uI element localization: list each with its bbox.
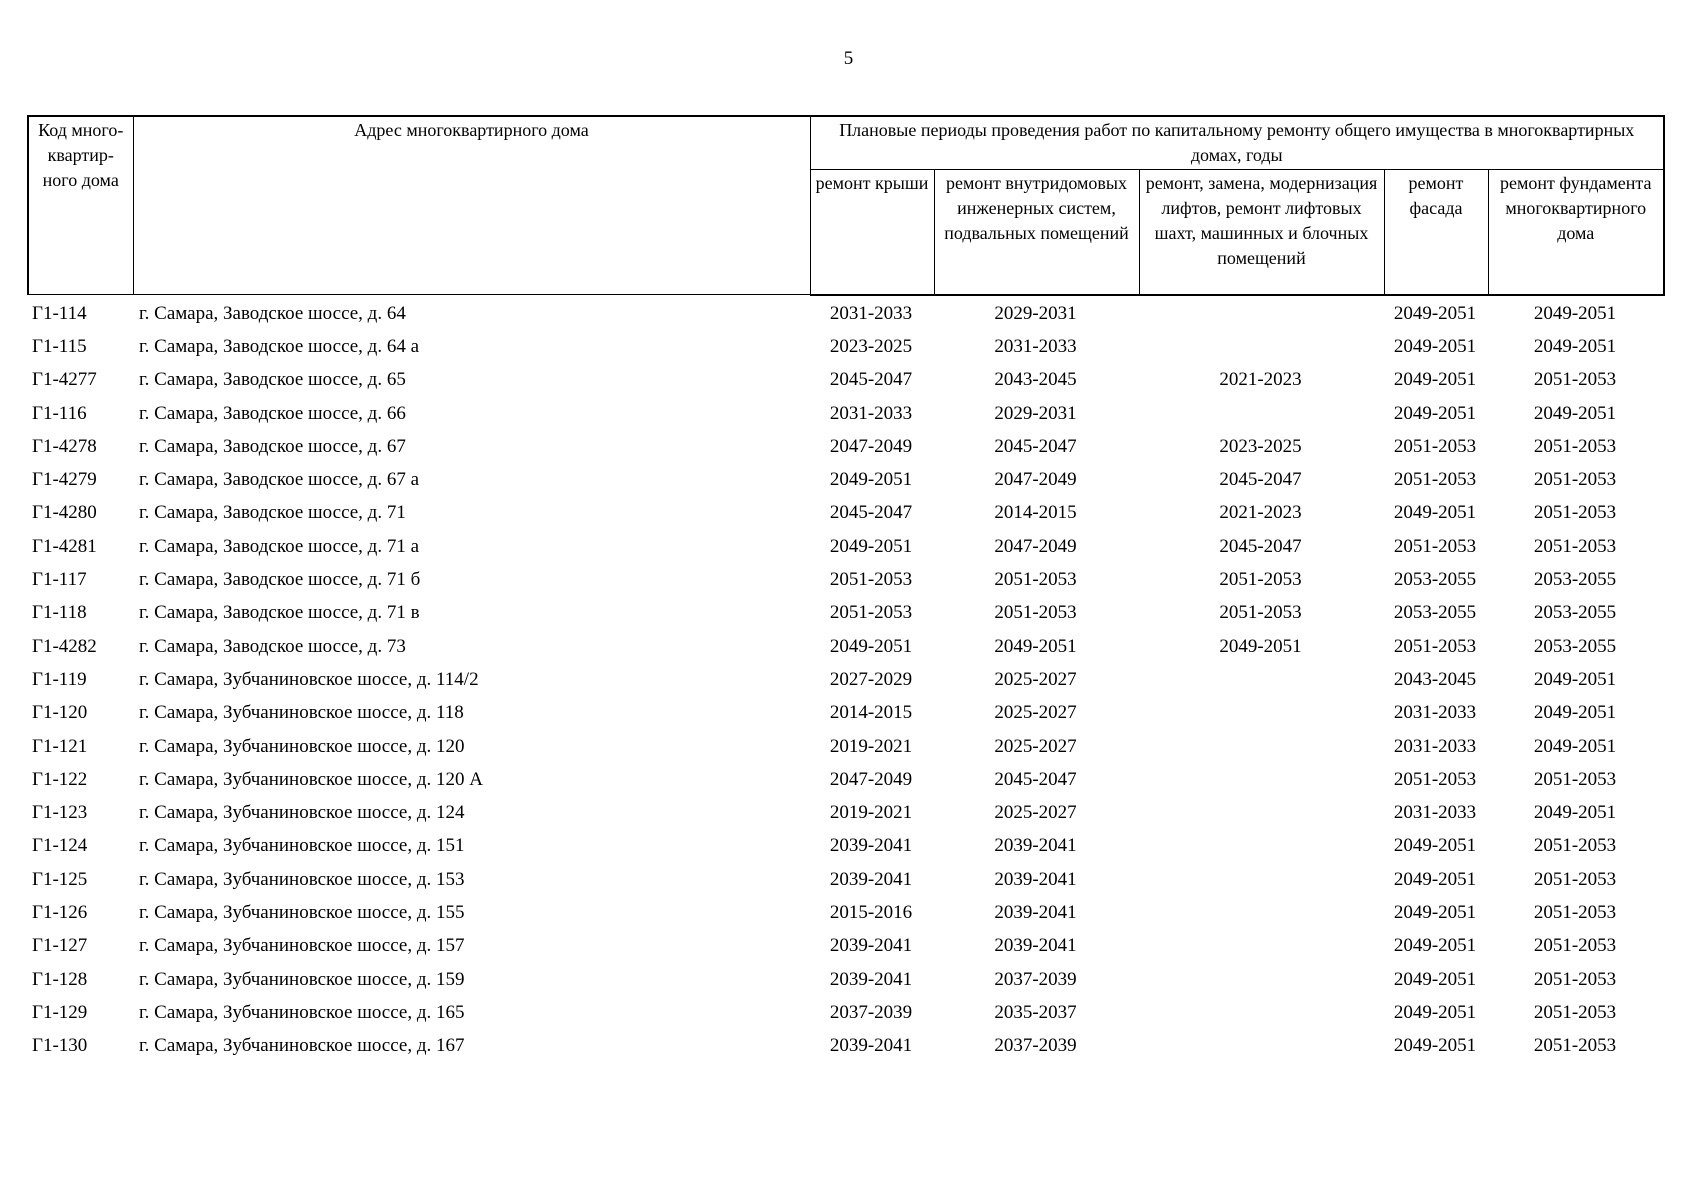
cell-engineering: 2047-2049 [994,535,1077,557]
cell-facade: 2049-2051 [1393,968,1477,990]
cell-foundation: 2049-2051 [1533,802,1617,824]
cell-engineering: 2025-2027 [994,702,1077,724]
cell-code: Г1-4281 [32,535,97,557]
cell-facade: 2051-2053 [1393,635,1477,657]
table-row [27,863,1663,896]
cell-code: Г1-123 [32,802,88,824]
cell-roof: 2014-2015 [829,702,913,724]
cell-lifts [1138,1030,1383,1063]
cell-engineering: 2039-2041 [994,935,1077,957]
cell-address: г. Самара, Зубчаниновское шоссе, д. 157 [139,935,465,957]
cell-lifts [1138,830,1383,863]
header-address: Адрес многоквартирного дома [133,116,810,295]
cell-engineering: 2014-2015 [994,502,1077,524]
table-row [27,530,1663,563]
cell-foundation: 2051-2053 [1533,968,1617,990]
cell-foundation: 2051-2053 [1533,868,1617,890]
cell-foundation: 2051-2053 [1533,369,1617,391]
cell-engineering: 2039-2041 [994,901,1077,923]
table-row [27,364,1663,397]
cell-lifts [1138,763,1383,796]
cell-engineering: 2031-2033 [994,335,1077,357]
cell-code: Г1-118 [32,602,87,624]
cell-facade: 2051-2053 [1393,469,1477,491]
cell-engineering: 2039-2041 [994,868,1077,890]
cell-facade: 2031-2033 [1393,702,1477,724]
cell-engineering: 2051-2053 [994,569,1077,591]
cell-code: Г1-4278 [32,435,97,457]
cell-roof: 2051-2053 [829,569,913,591]
cell-lifts: 2051-2053 [1219,569,1302,591]
cell-code: Г1-115 [32,335,87,357]
table-row [27,430,1663,463]
table-row [27,830,1663,863]
cell-engineering: 2051-2053 [994,602,1077,624]
cell-roof: 2019-2021 [829,802,913,824]
cell-address: г. Самара, Заводское шоссе, д. 71 б [139,569,421,591]
cell-foundation: 2049-2051 [1533,735,1617,757]
cell-code: Г1-4277 [32,369,97,391]
cell-address: г. Самара, Зубчаниновское шоссе, д. 124 [139,802,465,824]
cell-facade: 2031-2033 [1393,802,1477,824]
table-row [27,397,1663,430]
cell-facade: 2031-2033 [1393,735,1477,757]
cell-code: Г1-4279 [32,469,97,491]
cell-engineering: 2045-2047 [994,435,1077,457]
cell-code: Г1-130 [32,1035,88,1057]
cell-engineering: 2037-2039 [994,968,1077,990]
cell-roof: 2019-2021 [829,735,913,757]
cell-roof: 2027-2029 [829,668,913,690]
cell-engineering: 2029-2031 [994,402,1077,424]
cell-lifts: 2045-2047 [1219,469,1302,491]
header-lifts: ремонт, замена, модернизация лифтов, ремонт лифтовых шахт, машинных и блочных помещений [1139,170,1384,295]
table-row [27,297,1663,330]
cell-foundation: 2053-2055 [1533,635,1617,657]
cell-foundation: 2051-2053 [1533,435,1617,457]
cell-address: г. Самара, Заводское шоссе, д. 71 а [139,535,420,557]
table-row [27,730,1663,763]
cell-engineering: 2037-2039 [994,1035,1077,1057]
cell-facade: 2053-2055 [1393,602,1477,624]
cell-address: г. Самара, Зубчаниновское шоссе, д. 155 [139,901,465,923]
cell-foundation: 2051-2053 [1533,768,1617,790]
table-row [27,563,1663,596]
cell-foundation: 2051-2053 [1533,502,1617,524]
cell-code: Г1-117 [32,569,87,591]
cell-address: г. Самара, Зубчаниновское шоссе, д. 118 [139,702,464,724]
cell-lifts [1138,796,1383,829]
cell-facade: 2049-2051 [1393,868,1477,890]
cell-facade: 2049-2051 [1393,302,1477,324]
header-code: Код много-квартир-ного дома [28,116,133,295]
table-row [27,663,1663,696]
cell-code: Г1-4280 [32,502,97,524]
cell-foundation: 2051-2053 [1533,469,1617,491]
cell-foundation: 2049-2051 [1533,302,1617,324]
cell-roof: 2045-2047 [829,369,913,391]
table-header [27,115,1665,296]
cell-address: г. Самара, Заводское шоссе, д. 71 [139,502,406,524]
cell-roof: 2049-2051 [829,469,913,491]
table-row [27,497,1663,530]
cell-address: г. Самара, Зубчаниновское шоссе, д. 120 [139,735,465,757]
cell-lifts [1138,330,1383,363]
cell-engineering: 2047-2049 [994,469,1077,491]
cell-code: Г1-121 [32,735,88,757]
table-row [27,630,1663,663]
cell-foundation: 2053-2055 [1533,602,1617,624]
cell-lifts: 2051-2053 [1219,602,1302,624]
cell-roof: 2039-2041 [829,835,913,857]
cell-facade: 2049-2051 [1393,1035,1477,1057]
cell-address: г. Самара, Зубчаниновское шоссе, д. 153 [139,868,465,890]
cell-foundation: 2051-2053 [1533,1001,1617,1023]
cell-foundation: 2051-2053 [1533,935,1617,957]
table-row [27,896,1663,929]
cell-foundation: 2049-2051 [1533,402,1617,424]
table-row [27,330,1663,363]
table-row [27,796,1663,829]
table-row [27,930,1663,963]
cell-address: г. Самара, Зубчаниновское шоссе, д. 167 [139,1035,465,1057]
cell-foundation: 2051-2053 [1533,1035,1617,1057]
cell-foundation: 2053-2055 [1533,569,1617,591]
cell-roof: 2039-2041 [829,1035,913,1057]
cell-facade: 2049-2051 [1393,335,1477,357]
cell-foundation: 2049-2051 [1533,335,1617,357]
cell-facade: 2049-2051 [1393,502,1477,524]
cell-roof: 2039-2041 [829,935,913,957]
cell-code: Г1-127 [32,935,88,957]
cell-address: г. Самара, Заводское шоссе, д. 66 [139,402,406,424]
cell-facade: 2049-2051 [1393,935,1477,957]
cell-code: Г1-119 [32,668,87,690]
cell-code: Г1-126 [32,901,88,923]
cell-facade: 2049-2051 [1393,1001,1477,1023]
cell-roof: 2049-2051 [829,535,913,557]
cell-engineering: 2025-2027 [994,802,1077,824]
table-row [27,597,1663,630]
header-periods: Плановые периоды проведения работ по капитальному ремонту общего имущества в многоквартирных домах, годы [810,116,1664,170]
cell-engineering: 2045-2047 [994,768,1077,790]
cell-lifts [1138,297,1383,330]
cell-foundation: 2049-2051 [1533,702,1617,724]
cell-code: Г1-124 [32,835,88,857]
cell-engineering: 2039-2041 [994,835,1077,857]
cell-lifts: 2049-2051 [1219,635,1302,657]
cell-address: г. Самара, Заводское шоссе, д. 71 в [139,602,420,624]
cell-lifts: 2045-2047 [1219,535,1302,557]
cell-roof: 2047-2049 [829,768,913,790]
header-foundation: ремонт фундамента многоквартирного дома [1488,170,1664,295]
cell-address: г. Самара, Зубчаниновское шоссе, д. 151 [139,835,465,857]
cell-lifts: 2023-2025 [1219,435,1302,457]
cell-lifts [1138,963,1383,996]
cell-roof: 2047-2049 [829,435,913,457]
cell-address: г. Самара, Заводское шоссе, д. 73 [139,635,406,657]
cell-facade: 2049-2051 [1393,369,1477,391]
table-row [27,697,1663,730]
cell-lifts [1138,863,1383,896]
cell-address: г. Самара, Зубчаниновское шоссе, д. 165 [139,1001,465,1023]
cell-code: Г1-122 [32,768,88,790]
cell-lifts [1138,697,1383,730]
cell-facade: 2051-2053 [1393,435,1477,457]
cell-roof: 2051-2053 [829,602,913,624]
cell-code: Г1-116 [32,402,87,424]
table-row [27,1030,1663,1063]
cell-code: Г1-114 [32,302,87,324]
header-engineering: ремонт внутридомовых инженерных систем, подвальных помещений [934,170,1139,295]
cell-code: Г1-120 [32,702,88,724]
cell-roof: 2045-2047 [829,502,913,524]
cell-address: г. Самара, Зубчаниновское шоссе, д. 120 А [139,768,483,790]
cell-address: г. Самара, Заводское шоссе, д. 67 а [139,469,420,491]
cell-address: г. Самара, Зубчаниновское шоссе, д. 159 [139,968,465,990]
cell-code: Г1-129 [32,1001,88,1023]
cell-roof: 2023-2025 [829,335,913,357]
table-row [27,963,1663,996]
header-roof: ремонт крыши [810,170,934,295]
cell-facade: 2049-2051 [1393,901,1477,923]
table-row [27,996,1663,1029]
cell-facade: 2051-2053 [1393,768,1477,790]
cell-roof: 2039-2041 [829,968,913,990]
cell-engineering: 2025-2027 [994,668,1077,690]
cell-code: Г1-128 [32,968,88,990]
cell-address: г. Самара, Зубчаниновское шоссе, д. 114/2 [139,668,479,690]
cell-foundation: 2051-2053 [1533,835,1617,857]
cell-engineering: 2035-2037 [994,1001,1077,1023]
cell-engineering: 2025-2027 [994,735,1077,757]
cell-roof: 2039-2041 [829,868,913,890]
cell-engineering: 2029-2031 [994,302,1077,324]
cell-foundation: 2051-2053 [1533,901,1617,923]
cell-lifts [1138,663,1383,696]
cell-roof: 2037-2039 [829,1001,913,1023]
cell-lifts: 2021-2023 [1219,502,1302,524]
table-body [27,297,1663,1063]
cell-address: г. Самара, Заводское шоссе, д. 67 [139,435,406,457]
cell-lifts [1138,930,1383,963]
cell-lifts [1138,730,1383,763]
cell-facade: 2051-2053 [1393,535,1477,557]
cell-engineering: 2043-2045 [994,369,1077,391]
header-facade: ремонт фасада [1384,170,1488,295]
cell-roof: 2031-2033 [829,302,913,324]
cell-lifts [1138,397,1383,430]
cell-lifts: 2021-2023 [1219,369,1302,391]
cell-facade: 2053-2055 [1393,569,1477,591]
cell-facade: 2049-2051 [1393,402,1477,424]
cell-facade: 2049-2051 [1393,835,1477,857]
cell-address: г. Самара, Заводское шоссе, д. 65 [139,369,406,391]
cell-roof: 2049-2051 [829,635,913,657]
cell-engineering: 2049-2051 [994,635,1077,657]
cell-facade: 2043-2045 [1393,668,1477,690]
page-number: 5 [843,48,854,69]
cell-address: г. Самара, Заводское шоссе, д. 64 а [139,335,420,357]
table-row [27,463,1663,496]
cell-lifts [1138,896,1383,929]
cell-code: Г1-4282 [32,635,97,657]
cell-code: Г1-125 [32,868,88,890]
cell-foundation: 2051-2053 [1533,535,1617,557]
table-row [27,763,1663,796]
cell-lifts [1138,996,1383,1029]
cell-roof: 2031-2033 [829,402,913,424]
cell-foundation: 2049-2051 [1533,668,1617,690]
cell-roof: 2015-2016 [829,901,913,923]
cell-address: г. Самара, Заводское шоссе, д. 64 [139,302,406,324]
